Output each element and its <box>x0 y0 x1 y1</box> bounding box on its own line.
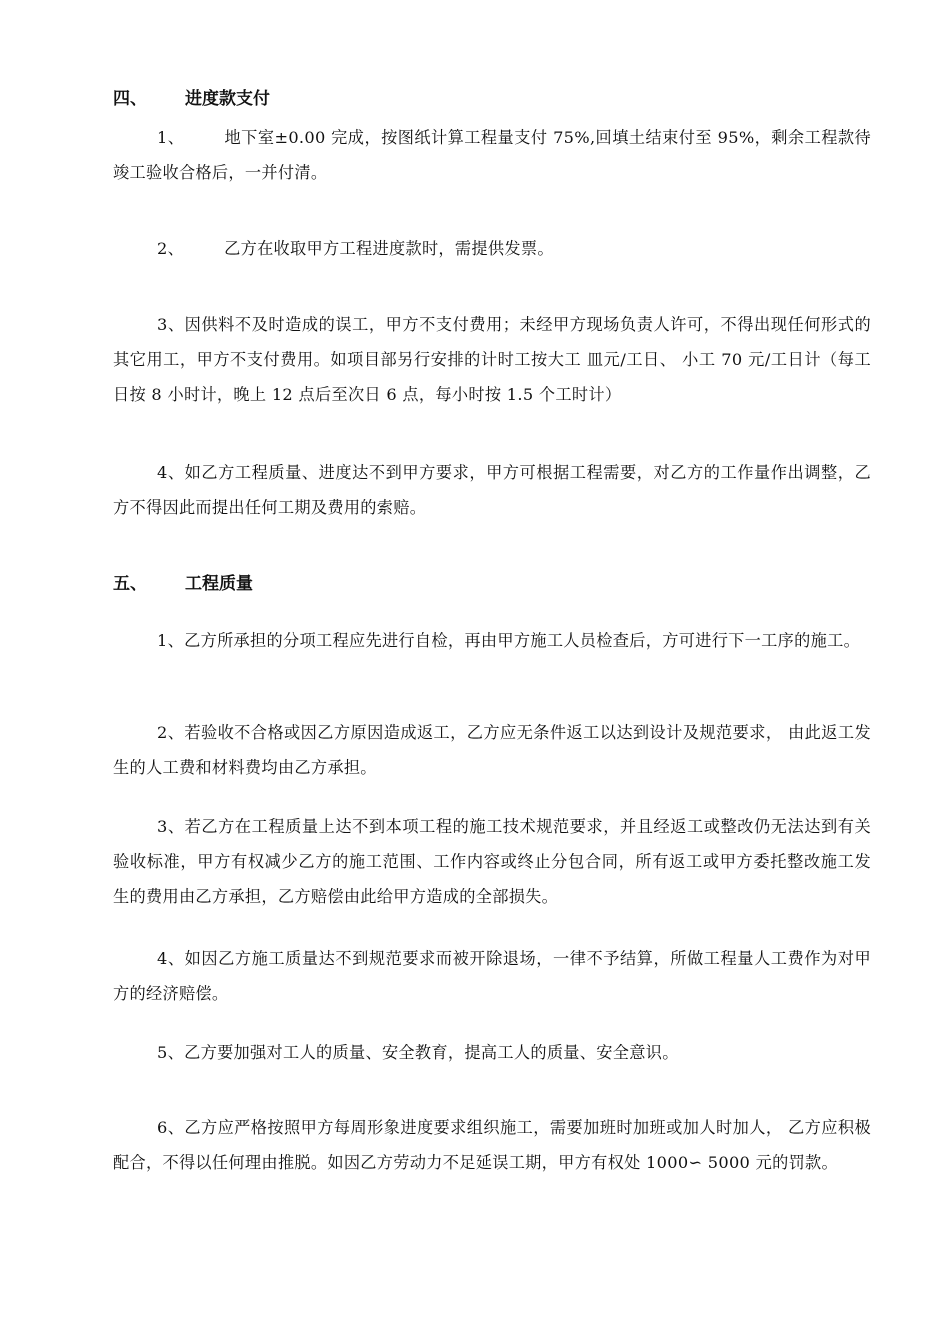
paragraph-index: 2、 <box>157 723 185 742</box>
paragraph-text: 若验收不合格或因乙方原因造成返工，乙方应无条件返工以达到设计及规范要求， 由此返工发生的人工费和材料费均由乙方承担。 <box>113 723 871 777</box>
paragraph-5-1 <box>113 623 871 658</box>
paragraph-index: 1、 <box>157 631 185 650</box>
paragraph-index: 3、 <box>157 315 185 334</box>
paragraph-index: 4、 <box>157 463 185 482</box>
paragraph-text: 乙方在收取甲方工程进度款时，需提供发票。 <box>224 239 554 258</box>
paragraph-5-3 <box>113 809 871 914</box>
paragraph-4-2 <box>113 231 871 266</box>
paragraph-text: 如乙方工程质量、进度达不到甲方要求，甲方可根据工程需要，对乙方的工作量作出调整，乙方不得因此而提出任何工期及费用的索赔。 <box>113 463 871 517</box>
section-title: 进度款支付 <box>185 89 270 109</box>
paragraph-5-4 <box>113 941 871 1011</box>
paragraph-index: 1、 <box>157 128 185 147</box>
paragraph-index: 6、 <box>157 1118 185 1137</box>
paragraph-text: 乙方应严格按照甲方每周形象进度要求组织施工，需要加班时加班或加人时加人， 乙方应积极配合，不得以任何理由推脱。如因乙方劳动力不足延误工期，甲方有权处 1000∽ 5000 元的罚款。 <box>113 1118 871 1172</box>
paragraph-text: 如因乙方施工质量达不到规范要求而被开除退场，一律不予结算，所做工程量人工费作为对甲方的经济赔偿。 <box>113 949 871 1003</box>
section-heading-5 <box>113 574 253 594</box>
section-number: 五、 <box>113 574 147 594</box>
paragraph-4-3 <box>113 307 871 412</box>
paragraph-5-6 <box>113 1110 871 1180</box>
paragraph-5-5 <box>113 1035 871 1070</box>
paragraph-index: 5、 <box>157 1043 185 1062</box>
paragraph-text: 乙方要加强对工人的质量、安全教育，提高工人的质量、安全意识。 <box>184 1043 679 1062</box>
paragraph-index: 4、 <box>157 949 185 968</box>
paragraph-text: 若乙方在工程质量上达不到本项工程的施工技术规范要求，并且经返工或整改仍无法达到有关验收标准，甲方有权减少乙方的施工范围、工作内容或终止分包合同，所有返工或甲方委托整改施工发生的费用由乙方承担，乙方赔偿由此给甲方造成的全部损失。 <box>113 817 871 906</box>
paragraph-index: 3、 <box>157 817 185 836</box>
section-title: 工程质量 <box>185 574 253 594</box>
paragraph-text: 地下室±0.00 完成，按图纸计算工程量支付 75%,回填土结束付至 95%，剩余工程款待竣工验收合格后，一并付清。 <box>113 128 871 182</box>
paragraph-4-4 <box>113 455 871 525</box>
paragraph-text: 乙方所承担的分项工程应先进行自检，再由甲方施工人员检查后，方可进行下一工序的施工。 <box>184 631 861 650</box>
section-heading-4 <box>113 89 270 109</box>
paragraph-5-2 <box>113 715 871 785</box>
paragraph-4-1 <box>113 120 871 190</box>
section-number: 四、 <box>113 89 147 109</box>
paragraph-text: 因供料不及时造成的误工，甲方不支付费用；未经甲方现场负责人许可，不得出现任何形式的其它用工，甲方不支付费用。如项目部另行安排的计时工按大工 皿元/工日、 小工 70 元/工日计（每工日按 8 小时计，晚上 12 点后至次日 6 点，每小时按 1.5 个工时计） <box>113 315 871 404</box>
paragraph-index: 2、 <box>157 239 185 258</box>
